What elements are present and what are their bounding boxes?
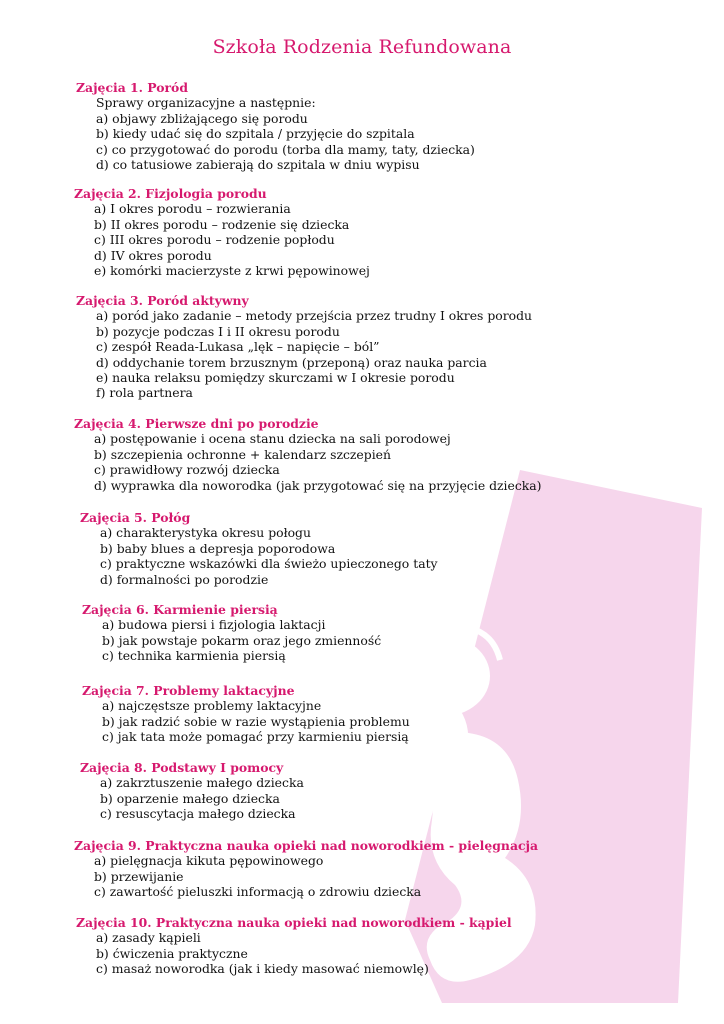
- list-item: a) zasady kąpieli: [96, 930, 201, 946]
- section-9: [74, 838, 724, 900]
- list-item: b) baby blues a depresja poporodowa: [100, 540, 336, 556]
- list-item: b) II okres porodu – rodzenie się dziecka: [94, 216, 350, 232]
- list-item: c) resuscytacja małego dziecka: [100, 806, 296, 822]
- list-item: c) prawidłowy rozwój dziecka: [94, 462, 280, 478]
- section-heading: Zajęcia 5. Połóg: [80, 510, 191, 525]
- section-heading: Zajęcia 9. Praktyczna nauka opieki nad noworodkiem - pielęgnacja: [74, 838, 539, 853]
- section-4: [74, 416, 724, 493]
- list-item: a) charakterystyka okresu połogu: [100, 525, 311, 541]
- list-item: c) technika karmienia piersią: [102, 648, 286, 664]
- section-heading: Zajęcia 10. Praktyczna nauka opieki nad noworodkiem - kąpiel: [76, 915, 512, 930]
- list-item: a) pielęgnacja kikuta pępowinowego: [94, 853, 324, 869]
- section-heading: Zajęcia 6. Karmienie piersią: [82, 602, 278, 617]
- section-2: [74, 186, 724, 278]
- list-item: c) zawartość pieluszki informacją o zdrowiu dziecka: [94, 884, 422, 900]
- list-item: d) wyprawka dla noworodka (jak przygotować się na przyjęcie dziecka): [94, 477, 542, 493]
- list-item: b) oparzenie małego dziecka: [100, 790, 280, 806]
- list-item: b) jak powstaje pokarm oraz jego zmienność: [102, 632, 382, 648]
- section-7: [82, 683, 724, 745]
- list-item: c) jak tata może pomagać przy karmieniu piersią: [102, 729, 409, 745]
- section-10: [76, 915, 724, 977]
- section-heading: Zajęcia 2. Fizjologia porodu: [74, 186, 267, 201]
- section-5: [80, 510, 724, 587]
- list-item: a) objawy zbliżającego się porodu: [96, 110, 308, 126]
- list-item: b) szczepienia ochronne + kalendarz szczepień: [94, 446, 391, 462]
- list-item: e) komórki macierzyste z krwi pępowinowej: [94, 263, 370, 279]
- list-item: Sprawy organizacyjne a następnie:: [96, 95, 316, 111]
- list-item: a) poród jako zadanie – metody przejścia przez trudny I okres porodu: [96, 308, 533, 324]
- list-item: b) ćwiczenia praktyczne: [96, 945, 248, 961]
- list-item: c) III okres porodu – rodzenie popłodu: [94, 232, 335, 248]
- section-heading: Zajęcia 8. Podstawy I pomocy: [80, 760, 284, 775]
- list-item: d) formalności po porodzie: [100, 571, 269, 587]
- section-3: [76, 293, 724, 401]
- list-item: a) zakrztuszenie małego dziecka: [100, 775, 304, 791]
- section-heading: Zajęcia 7. Problemy laktacyjne: [82, 683, 295, 698]
- section-6: [82, 602, 724, 664]
- list-item: f) rola partnera: [96, 385, 193, 401]
- list-item: b) pozycje podczas I i II okresu porodu: [96, 323, 340, 339]
- section-1: [76, 80, 724, 172]
- section-heading: Zajęcia 4. Pierwsze dni po porodzie: [74, 416, 319, 431]
- list-item: c) masaż noworodka (jak i kiedy masować niemowlę): [96, 961, 429, 977]
- page-title: Szkoła Rodzenia Refundowana: [212, 36, 512, 58]
- list-item: a) postępowanie i ocena stanu dziecka na sali porodowej: [94, 431, 451, 447]
- section-heading: Zajęcia 1. Poród: [76, 80, 188, 95]
- list-item: e) nauka relaksu pomiędzy skurczami w I okresie porodu: [96, 370, 455, 386]
- list-item: c) co przygotować do porodu (torba dla mamy, taty, dziecka): [96, 141, 475, 157]
- list-item: c) zespół Reada-Lukasa „lęk – napięcie – ból”: [96, 339, 380, 355]
- list-item: c) praktyczne wskazówki dla świeżo upieczonego taty: [100, 556, 438, 572]
- list-item: a) budowa piersi i fizjologia laktacji: [102, 617, 326, 633]
- list-item: b) przewijanie: [94, 868, 184, 884]
- list-item: d) co tatusiowe zabierają do szpitala w dniu wypisu: [96, 157, 420, 173]
- section-8: [80, 760, 724, 822]
- list-item: d) oddychanie torem brzusznym (przeponą) oraz nauka parcia: [96, 354, 487, 370]
- list-item: a) I okres porodu – rozwierania: [94, 201, 291, 217]
- list-item: d) IV okres porodu: [94, 247, 212, 263]
- list-item: a) najczęstsze problemy laktacyjne: [102, 698, 322, 714]
- section-heading: Zajęcia 3. Poród aktywny: [76, 293, 249, 308]
- list-item: b) jak radzić sobie w razie wystąpienia problemu: [102, 713, 410, 729]
- list-item: b) kiedy udać się do szpitala / przyjęcie do szpitala: [96, 126, 415, 142]
